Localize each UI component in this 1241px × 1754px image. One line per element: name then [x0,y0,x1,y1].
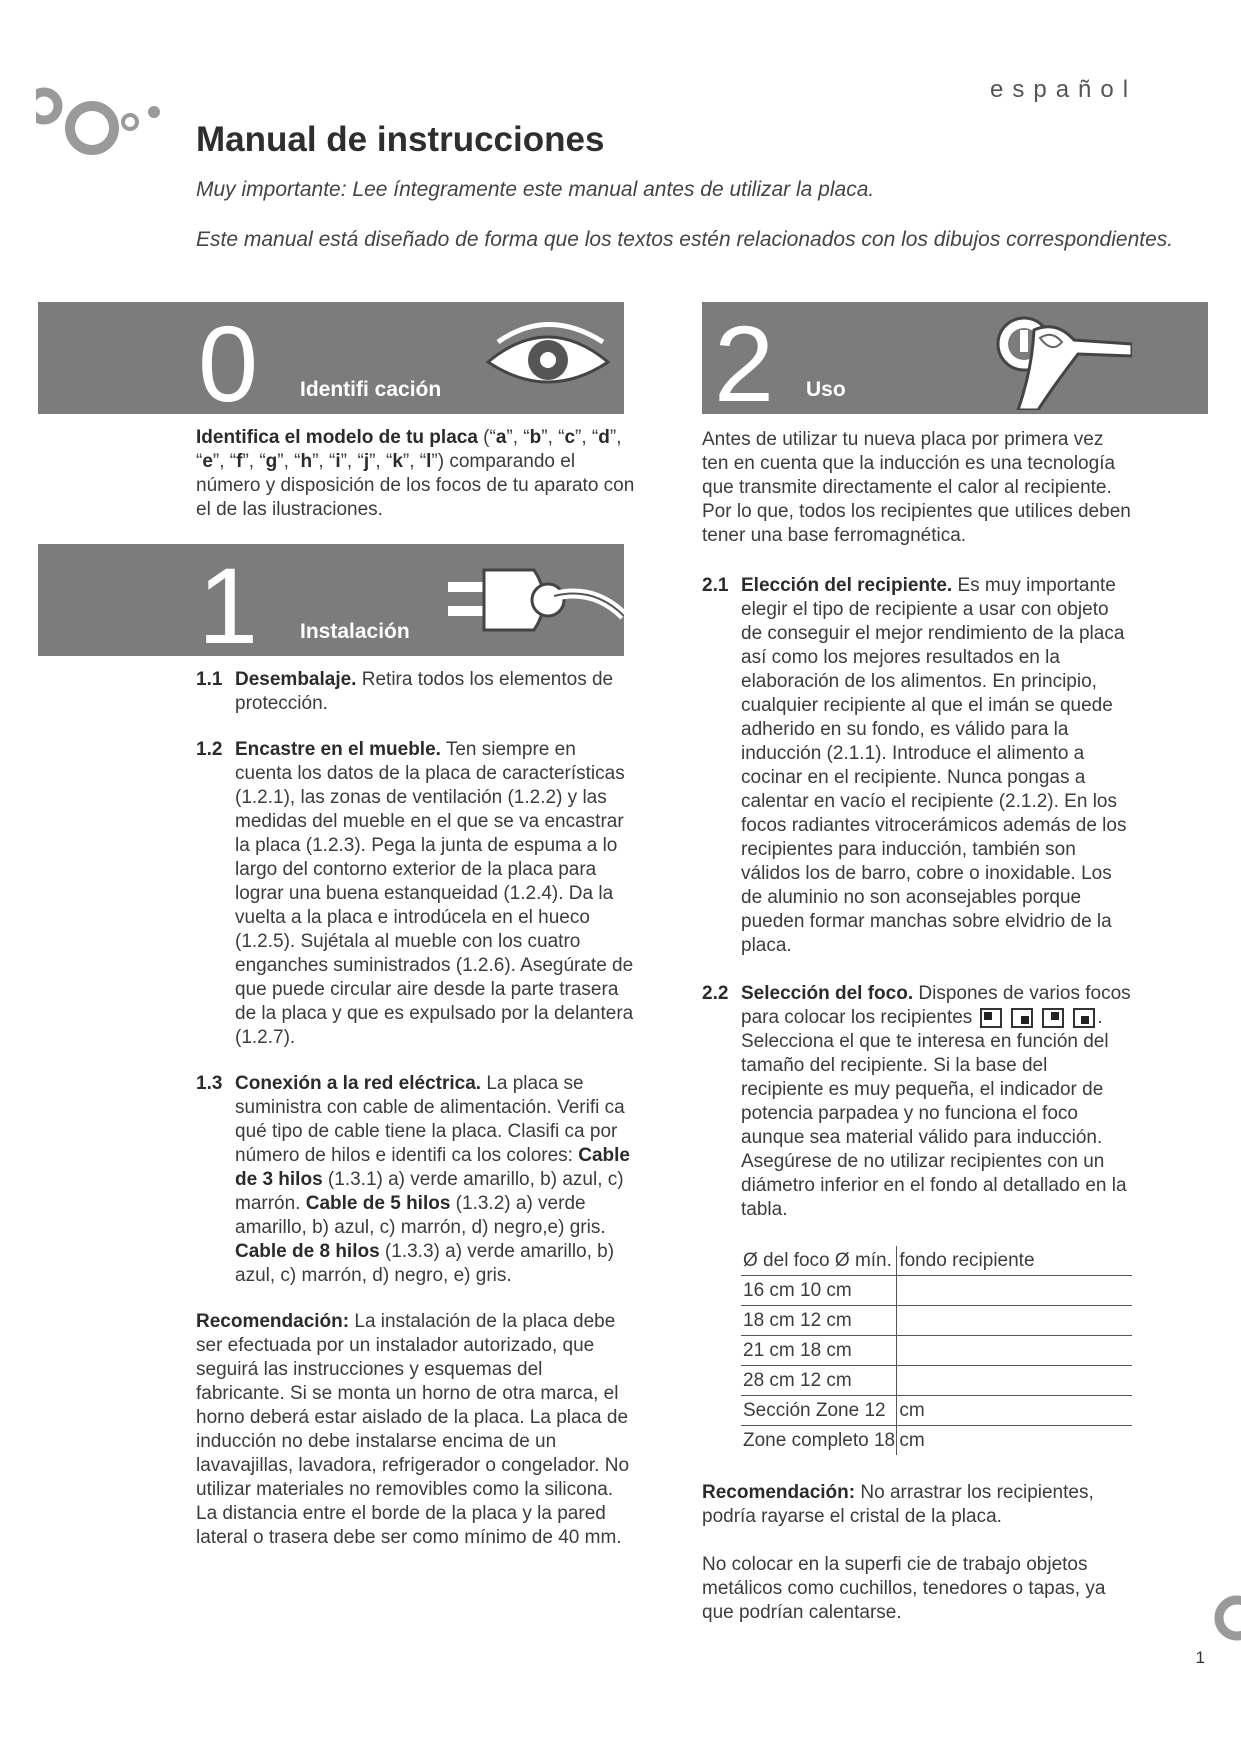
table-cell: 21 cm 18 cm [741,1336,897,1366]
cable-5-label: Cable de 5 hilos [305,1193,451,1214]
item-text: La placa se suministra con cable de alimentación. Verifi ca qué tipo de cable tiene la placa. Clasifi ca por número de hilos e identifi ca los colores: [235,1073,625,1166]
table-header-row [741,1246,1132,1276]
table-cell: 16 cm 10 cm [741,1276,897,1306]
ident-sep: ”, “ [212,451,237,472]
item-text: (1.3.1) a) verde amarillo, b) azul, c) marrón. [235,1169,624,1214]
table-row [741,1366,1132,1396]
section-number: 1 [198,545,259,656]
ident-sep: ”, “ [541,427,565,448]
table-cell [897,1276,1132,1306]
section-label: Uso [806,378,846,401]
usage-column [702,428,1132,1625]
recommendation-text: No arrastrar los recipientes, podría rayarse el cristal de la placa. [702,1482,1094,1527]
subtitle-description: Este manual está diseñado de forma que los textos estén relacionados con los dibujos correspondientes. [196,228,1174,251]
table-cell: Sección Zone 12 [741,1396,897,1426]
ident-sep: ”, “ [402,451,427,472]
install-recommendation [196,1310,636,1550]
use-recommendation [702,1481,1132,1529]
item-heading: Conexión a la red eléctrica. [235,1073,482,1094]
table-cell: cm [897,1396,1132,1426]
finger-button-icon [982,310,1132,410]
model-letter: f [236,451,243,472]
install-item-1-3 [196,1072,636,1288]
use-item-2-2 [702,982,1132,1455]
install-item-1-2 [196,738,636,1050]
table-row [741,1396,1132,1426]
model-letter: g [265,451,278,472]
zone-top-right-icon [1042,1008,1064,1028]
zone-top-left-icon [980,1008,1002,1028]
section-number: 2 [714,303,775,414]
table-cell [897,1336,1132,1366]
item-number: 1.1 [196,669,223,690]
section-1-header [38,544,624,656]
table-cell: cm [899,1430,925,1451]
item-heading: Elección del recipiente. [741,575,953,596]
brand-logo [36,78,166,183]
table-cell [897,1366,1132,1396]
table-cell [897,1306,1132,1336]
installation-list [196,668,636,1550]
section-label: Identifi cación [300,378,442,401]
table-cell: 18 cm 12 cm [741,1306,897,1336]
zone-bottom-right-icon [1011,1008,1033,1028]
model-letter: c [564,427,576,448]
model-letter: i [335,451,341,472]
ident-lead: Identifica el modelo de tu placa [196,427,478,448]
ident-sep: ”, “ [277,451,301,472]
recommendation-heading: Recomendación: [702,1482,856,1503]
table-header-cell: Ø del foco Ø mín. [741,1246,897,1276]
model-letter: l [426,451,432,472]
table-header-cell: fondo recipiente [897,1246,1132,1276]
item-number: 2.2 [702,983,729,1004]
item-heading: Desembalaje. [235,669,357,690]
table-row [741,1276,1132,1306]
subtitle-important: Muy importante: Lee íntegramente este manual antes de utilizar la placa. [196,178,875,201]
ident-sep: ”, “ [340,451,364,472]
use-note: No colocar en la superfi cie de trabajo objetos metálicos como cuchillos, tenedores o tapas, ya que podrían calentarse. [702,1554,1106,1623]
section-label: Instalación [300,620,410,643]
item-number: 1.2 [196,739,223,760]
ident-rest: el número y disposición de los focos de tu aparato con el de las ilustraciones. [196,451,635,520]
diameter-table [741,1246,1132,1455]
item-text: Dispones de varios focos para colocar los recipientes [741,983,1131,1028]
plug-icon [444,556,624,646]
table-cell: 28 cm 12 cm [741,1366,897,1396]
model-letter: k [392,451,403,472]
identification-text [196,426,636,522]
cable-8-label: Cable de 8 hilos [235,1241,380,1262]
page-number: 1 [1195,1648,1205,1667]
model-letter: e [202,451,213,472]
use-item-2-1 [702,574,1132,958]
eye-icon [478,312,618,402]
recommendation-text: La instalación de la placa debe ser efectuada por un instalador autorizado, que seguirá las instrucciones y esquemas del fabricante. Si se monta un horno de otra marca, el horno deberá estar aislado de la placa. La placa de inducción no debe instalarse encima de un lavavajillas, lavadora, refrigerador o congelador. No utilizar materiales no removibles como la silicona. La distancia entre el borde de la placa y la pared lateral o trasera debe ser como mínimo de 40 mm. [196,1311,630,1548]
item-text: Retira todos los elementos de protección. [235,669,614,714]
page-title: Manual de instrucciones [196,120,605,159]
recommendation-heading: Recomendación: [196,1311,350,1332]
corner-logo [1201,1590,1241,1651]
ident-sep: ”, “ [242,451,266,472]
section-number: 0 [198,303,259,414]
item-text: Ten siempre en cuenta los datos de la placa de características (1.2.1), las zonas de ventilación (1.2.2) y las medidas del mueble en el que se va encastrar la placa (1.2.3). Pega la junta de espuma a lo largo del contorno exterior de la placa para lograr una buena estanqueidad (1.2.4). Da la vuelta a la placa e introdúcela en el hueco (1.2.5). Sujétala al mueble con los cuatro enganches suministrados (1.2.6). Asegúrate de que puede circular aire desde la parte trasera de la placa y que es expulsado por la delantera (1.2.7). [235,739,634,1048]
section-0-header [38,302,624,414]
item-text: (1.3.2) a) verde amarillo, b) azul, c) marrón, d) negro,e) gris. [235,1193,606,1238]
ident-sep: ”, “ [196,427,622,472]
model-letter: h [300,451,313,472]
ident-sep: ”, “ [506,427,530,448]
ident-open: (“ [477,427,496,448]
item-number: 2.1 [702,575,729,596]
model-letter: a [495,427,507,448]
table-row [741,1336,1132,1366]
model-letter: j [363,451,370,472]
usage-intro: Antes de utilizar tu nueva placa por primera vez ten en cuenta que la inducción es una tecnología que transmite directamente el calor al recipiente. Por lo que, todos los recipientes que utilices deben tener una base ferromagnética. [702,429,1131,546]
ident-sep: ”, “ [369,451,393,472]
model-letter: d [598,427,610,448]
ident-close: ”) comparando [431,451,555,472]
item-number: 1.3 [196,1073,223,1094]
language-label: español [990,76,1138,103]
item-heading: Encastre en el mueble. [235,739,441,760]
install-item-1-1 [196,668,636,716]
item-heading: Selección del foco. [741,983,914,1004]
table-row [741,1306,1132,1336]
zone-bottom-center-icon [1073,1008,1095,1028]
table-cell: Zone completo 18 [741,1426,897,1456]
model-letter: b [529,427,542,448]
ident-sep: ”, “ [575,427,599,448]
item-text: Es muy importante elegir el tipo de recipiente a usar con objeto de conseguir el mejor rendimiento de la placa así como los mejores resultados en la elaboración de los alimentos. En principio, cualquier recipiente al que el imán se quede adherido en su fondo, es válido para la inducción (2.1.1). Introduce el alimento a cocinar en el recipiente. Nunca pongas a calentar en vacío el recipiente (2.1.2). En los focos radiantes vitrocerámicos además de los recipientes para inducción, también son válidos los de barro, cobre o inoxidable. Los de aluminio no son aconsejables porque pueden formar manchas sobre elvidrio de la placa. [741,575,1127,956]
ident-sep: ”, “ [312,451,336,472]
item-text: . Selecciona el que te interesa en función del tamaño del recipiente. Si la base del recipiente es muy pequeña, el indicador de potencia parpadea y no funciona el foco aunque sea material válido para inducción. Asegúrese de no utilizar recipientes con un diámetro inferior en el fondo al detallado en la tabla. [741,1007,1127,1220]
item-text: (1.3.3) a) verde amarillo, b) azul, c) marrón, d) negro, e) gris. [235,1241,615,1286]
cable-3-label: Cable de 3 hilos [235,1145,630,1190]
table-row [741,1426,1132,1456]
section-2-header [702,302,1208,414]
